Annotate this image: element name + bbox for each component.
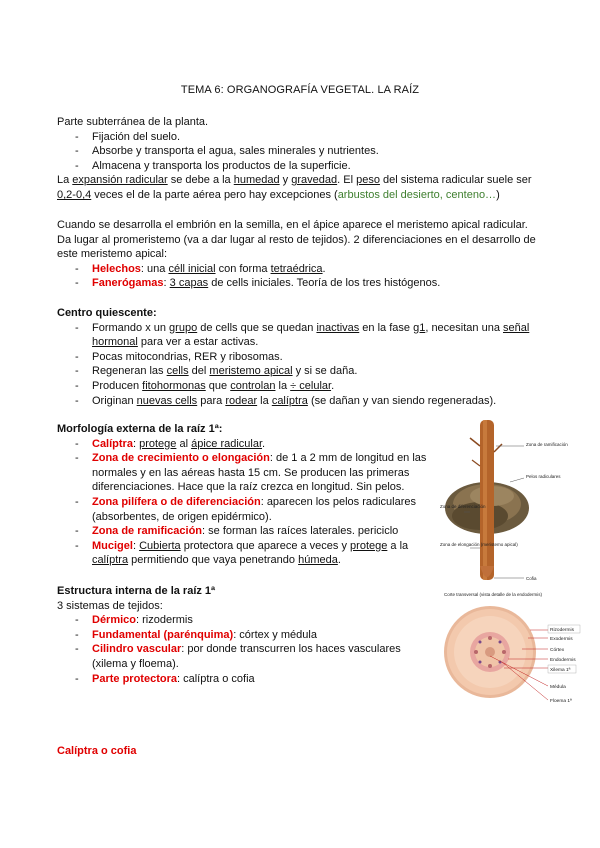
- section-heading: Centro quiescente:: [57, 307, 157, 319]
- root-label: Cofia: [526, 576, 537, 581]
- list-item: - Calíptra: protege al ápice radicular.: [57, 437, 437, 452]
- term: 0,2-0,4: [57, 188, 92, 201]
- section-lead: 3 sistemas de tejidos:: [57, 599, 163, 612]
- footer-heading: Calíptra o cofia: [57, 745, 137, 757]
- list-item: - Zona de ramificación: se forman las raíces laterales. periciclo: [57, 524, 437, 539]
- list-item: - Zona pilífera o de diferenciación: aparecen los pelos radiculares (absorbentes, de origen epidérmico).: [57, 495, 437, 524]
- page-title: TEMA 6: ORGANOGRAFÍA VEGETAL. LA RAÍZ: [180, 84, 420, 96]
- list-item: - Almacena y transporta los productos de la superficie.: [57, 159, 541, 174]
- root-label: Pelos radiculares: [526, 474, 561, 479]
- tissue-list: [57, 613, 437, 686]
- root-figure: [440, 416, 568, 588]
- list-item: - Helechos: una céll inicial con forma tetraédrica.: [57, 262, 541, 277]
- cross-section-figure: [442, 590, 582, 708]
- examples-note: arbustos del desierto, centeno…: [337, 188, 497, 201]
- paragraph-line: Da lugar al promeristemo (va a dar lugar al resto de tejidos). 2 diferenciaciones en el desarrollo de: [57, 233, 536, 246]
- list-item: - Mucigel: Cubierta protectora que aparece a veces y protege a la calíptra permitiendo que vaya penetrando húmeda.: [57, 539, 437, 568]
- term: peso: [356, 174, 380, 187]
- term: expansión radicular: [72, 174, 168, 187]
- list-item: - Formando x un grupo de cells que se quedan inactivas en la fase g1, necesitan una señal hormonal para ver a estar activas.: [57, 321, 541, 350]
- list-item: - Fijación del suelo.: [57, 130, 541, 145]
- section-label: Rizodermis: [550, 628, 574, 633]
- figure-caption: Corte transversal (vista detalle de la endodermis): [444, 592, 543, 597]
- list-item: - Originan nuevas cells para rodear la calíptra (se dañan y van siendo regeneradas).: [57, 394, 541, 409]
- section-label: Xilema 1ª: [550, 668, 571, 673]
- intro-lead: Parte subterránea de la planta.: [57, 116, 209, 128]
- term: gravedad: [291, 174, 338, 187]
- root-label: Zona de elongación (meristemo apical): [440, 542, 518, 547]
- list-item: - Regeneran las cells del meristemo apical y si se daña.: [57, 364, 541, 379]
- embryo-section: [57, 218, 541, 291]
- quiescent-section: [57, 306, 541, 408]
- expansion-paragraph: La expansión radicular se debe a la humedad y gravedad. El peso del sistema radicular suele ser: [57, 174, 532, 187]
- section-label: Médula: [550, 685, 566, 690]
- section-heading: Morfología externa de la raíz 1ª:: [57, 423, 223, 435]
- internal-structure-section: [57, 584, 437, 686]
- list-item: - Parte protectora: calíptra o cofia: [57, 672, 437, 687]
- list-item: - Cilindro vascular: por donde transcurren los haces vasculares (xilema y floema).: [57, 642, 437, 671]
- root-label: Zona de ramificación: [526, 442, 568, 447]
- paragraph-line: Cuando se desarrolla el embrión en la semilla, en el ápice aparece el meristemo apical radicular.: [57, 219, 528, 231]
- paragraph-line: este meristemo apical:: [57, 248, 168, 261]
- embryo-list: [57, 262, 541, 291]
- section-label: Córtex: [550, 648, 565, 653]
- expansion-paragraph-cont: 0,2-0,4 veces el de la parte aérea pero hay excepciones (arbustos del desierto, centeno…): [57, 188, 500, 201]
- quiescent-list: [57, 321, 541, 409]
- intro-section: [57, 115, 541, 203]
- list-item: - Fundamental (parénquima): córtex y médula: [57, 628, 437, 643]
- term: humedad: [233, 174, 280, 187]
- list-item: - Fanerógamas: 3 capas de cells iniciales. Teoría de los tres histógenos.: [57, 276, 541, 291]
- root-section-illustration: [444, 606, 536, 698]
- list-item: - Producen fitohormonas que controlan la ÷ celular.: [57, 379, 541, 394]
- list-item: - Zona de crecimiento o elongación: de 1 a 2 mm de longitud en las normales y en las aéreas hasta 15 cm. Se producen las primeras diferenciaciones. Hace que la raíz crezca en longitud. Sin pelos.: [57, 451, 437, 495]
- list-item: - Pocas mitocondrias, RER y ribosomas.: [57, 350, 541, 365]
- intro-list: [57, 130, 541, 174]
- root-label: Zona de diferenciación: [440, 504, 486, 509]
- section-label: Floema 1ª: [550, 699, 572, 704]
- morphology-list: [57, 437, 437, 568]
- section-label: Endodermis: [550, 658, 576, 663]
- section-label: Exodermis: [550, 637, 573, 642]
- list-item: - Absorbe y transporta el agua, sales minerales y nutrientes.: [57, 144, 541, 159]
- morphology-section: [57, 422, 437, 568]
- list-item: - Dérmico: rizodermis: [57, 613, 437, 628]
- section-heading: Estructura interna de la raíz 1ª: [57, 585, 216, 597]
